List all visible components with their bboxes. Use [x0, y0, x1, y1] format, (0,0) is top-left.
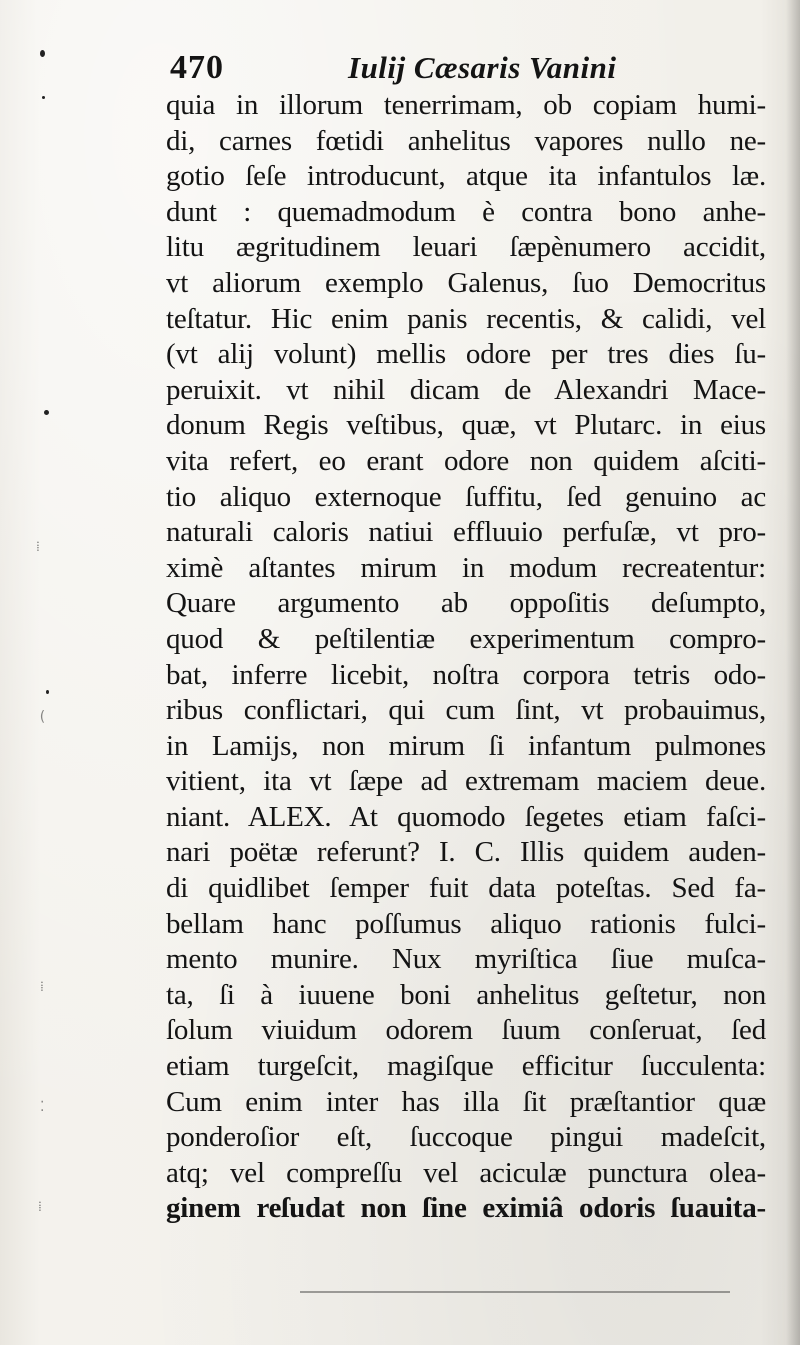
text-line: vitient, ita vt ſæpe ad extremam maciem deue.: [166, 765, 766, 798]
running-head: Iulij Cæsaris Vanini: [348, 50, 617, 85]
text-line: quia in illorum tenerrimam, ob copiam humi-: [166, 89, 766, 121]
text-line: ponderoſior eſt, ſuccoque pingui madeſcit,: [166, 1121, 766, 1154]
margin-speck: [40, 50, 45, 57]
text-line: quod & peſtilentiæ experimentum compro-: [166, 622, 766, 655]
text-line: ta, ſi à iuuene boni anhelitus geſtetur, non: [166, 978, 766, 1011]
text-line: naturali caloris natiui effluuio perfuſæ, vt pro-: [166, 516, 766, 549]
page-edge-shadow: [786, 0, 800, 1345]
margin-mark: (: [38, 709, 47, 725]
margin-mark: ⁞: [38, 1199, 42, 1215]
text-line: teſtatur. Hic enim panis recentis, & calidi, vel: [166, 302, 766, 335]
text-line: ribus conflictari, qui cum ſint, vt probauimus,: [166, 694, 766, 727]
text-line: ſolum viuidum odorem ſuum conſeruat, ſed: [166, 1014, 766, 1047]
text-line: Quare argumento ab oppoſitis deſumpto,: [166, 587, 766, 620]
text-line: Cum enim inter has illa ſit præſtantior quæ: [166, 1085, 766, 1118]
margin-mark: ⁚: [40, 1099, 45, 1115]
text-line: bat, inferre licebit, noſtra corpora tetris odo-: [166, 658, 766, 691]
body-text: [166, 88, 766, 1227]
text-line: atq; vel compreſſu vel aciculæ punctura olea-: [166, 1156, 766, 1189]
text-line: dunt : quemadmodum è contra bono anhe-: [166, 195, 766, 228]
text-line: etiam turgeſcit, magiſque efficitur ſucculenta:: [166, 1050, 766, 1083]
text-line: litu ægritudinem leuari ſæpènumero accidit,: [166, 231, 766, 264]
margin-speck: [42, 96, 45, 99]
page-header: [170, 46, 660, 90]
margin-speck: [44, 410, 49, 415]
text-line: donum Regis veſtibus, quæ, vt Plutarc. in eius: [166, 409, 766, 442]
text-line: ginem reſudat non ſine eximiâ odoris ſuauita-: [166, 1192, 766, 1225]
text-line: gotio ſeſe introducunt, atque ita infantulos læ.: [166, 160, 766, 193]
text-line: niant. ALEX. At quomodo ſegetes etiam faſci-: [166, 800, 766, 833]
text-line: di quidlibet ſemper fuit data poteſtas. Sed fa-: [166, 872, 766, 905]
text-line: nari poëtæ referunt? I. C. Illis quidem auden-: [166, 836, 766, 869]
margin-mark: ⁞: [40, 979, 44, 995]
text-line: (vt alij volunt) mellis odore per tres dies ſu-: [166, 338, 766, 371]
text-line: vita refert, eo erant odore non quidem aſciti-: [166, 444, 766, 477]
text-line: mento munire. Nux myriſtica ſiue muſca-: [166, 943, 766, 976]
text-line: bellam hanc poſſumus aliquo rationis fulci-: [166, 907, 766, 940]
bottom-rule: [300, 1291, 730, 1293]
page-number: 470: [170, 49, 224, 86]
text-line: tio aliquo externoque ſuffitu, ſed genuino ac: [166, 480, 766, 513]
margin-mark: ⁞: [36, 539, 40, 555]
text-line: di, carnes fœtidi anhelitus vapores nullo ne-: [166, 124, 766, 157]
margin-speck: [46, 690, 49, 694]
text-line: vt aliorum exemplo Galenus, ſuo Democritus: [166, 266, 766, 299]
text-line: ximè aſtantes mirum in modum recreatentur:: [166, 551, 766, 584]
text-line: peruixit. vt nihil dicam de Alexandri Mace-: [166, 373, 766, 406]
text-line: in Lamijs, non mirum ſi infantum pulmones: [166, 729, 766, 762]
